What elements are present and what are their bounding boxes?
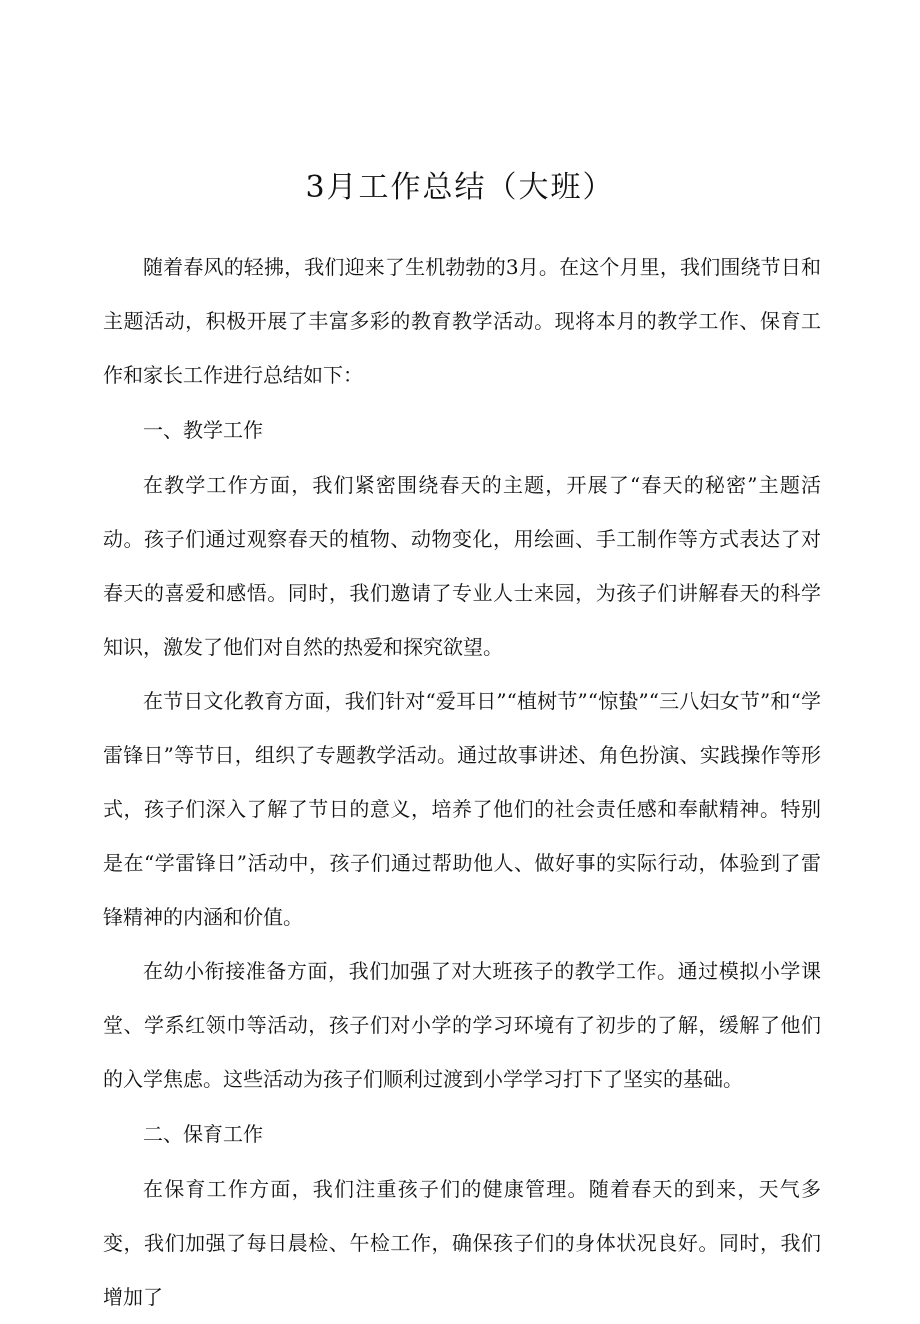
document-body [103, 240, 821, 1324]
section-heading-care: 二、保育工作 [143, 1122, 263, 1146]
intro-paragraph: 随着春风的轻拂，我们迎来了生机勃勃的3月。在这个月里，我们围绕节日和主题活动，积极开展了丰富多彩的教育教学活动。现将本月的教学工作、保育工作和家长工作进行总结如下： [103, 255, 821, 387]
paragraph-primary-transition: 在幼小衔接准备方面，我们加强了对大班孩子的教学工作。通过模拟小学课堂、学系红领巾等活动，孩子们对小学的学习环境有了初步的了解，缓解了他们的入学焦虑。这些活动为孩子们顺利过渡到小学学习打下了坚实的基础。 [103, 959, 821, 1091]
paragraph-teaching-theme: 在教学工作方面，我们紧密围绕春天的主题，开展了“春天的秘密”主题活动。孩子们通过观察春天的植物、动物变化，用绘画、手工制作等方式表达了对春天的喜爱和感悟。同时，我们邀请了专业人士来园，为孩子们讲解春天的科学知识，激发了他们对自然的热爱和探究欲望。 [103, 473, 821, 659]
page-title: 3月工作总结（大班） [305, 170, 615, 205]
paragraph-health-care: 在保育工作方面，我们注重孩子们的健康管理。随着春天的到来，天气多变，我们加强了每日晨检、午检工作，确保孩子们的身体状况良好。同时，我们增加了 [103, 1177, 821, 1309]
section-heading-teaching: 一、教学工作 [143, 418, 263, 442]
paragraph-festival-education: 在节日文化教育方面，我们针对“爱耳日”“植树节”“惊蛰”“三八妇女节”和“学雷锋日”等节日，组织了专题教学活动。通过故事讲述、角色扮演、实践操作等形式，孩子们深入了解了节日的意义，培养了他们的社会责任感和奉献精神。特别是在“学雷锋日”活动中，孩子们通过帮助他人、做好事的实际行动，体验到了雷锋精神的内涵和价值。 [103, 689, 821, 929]
